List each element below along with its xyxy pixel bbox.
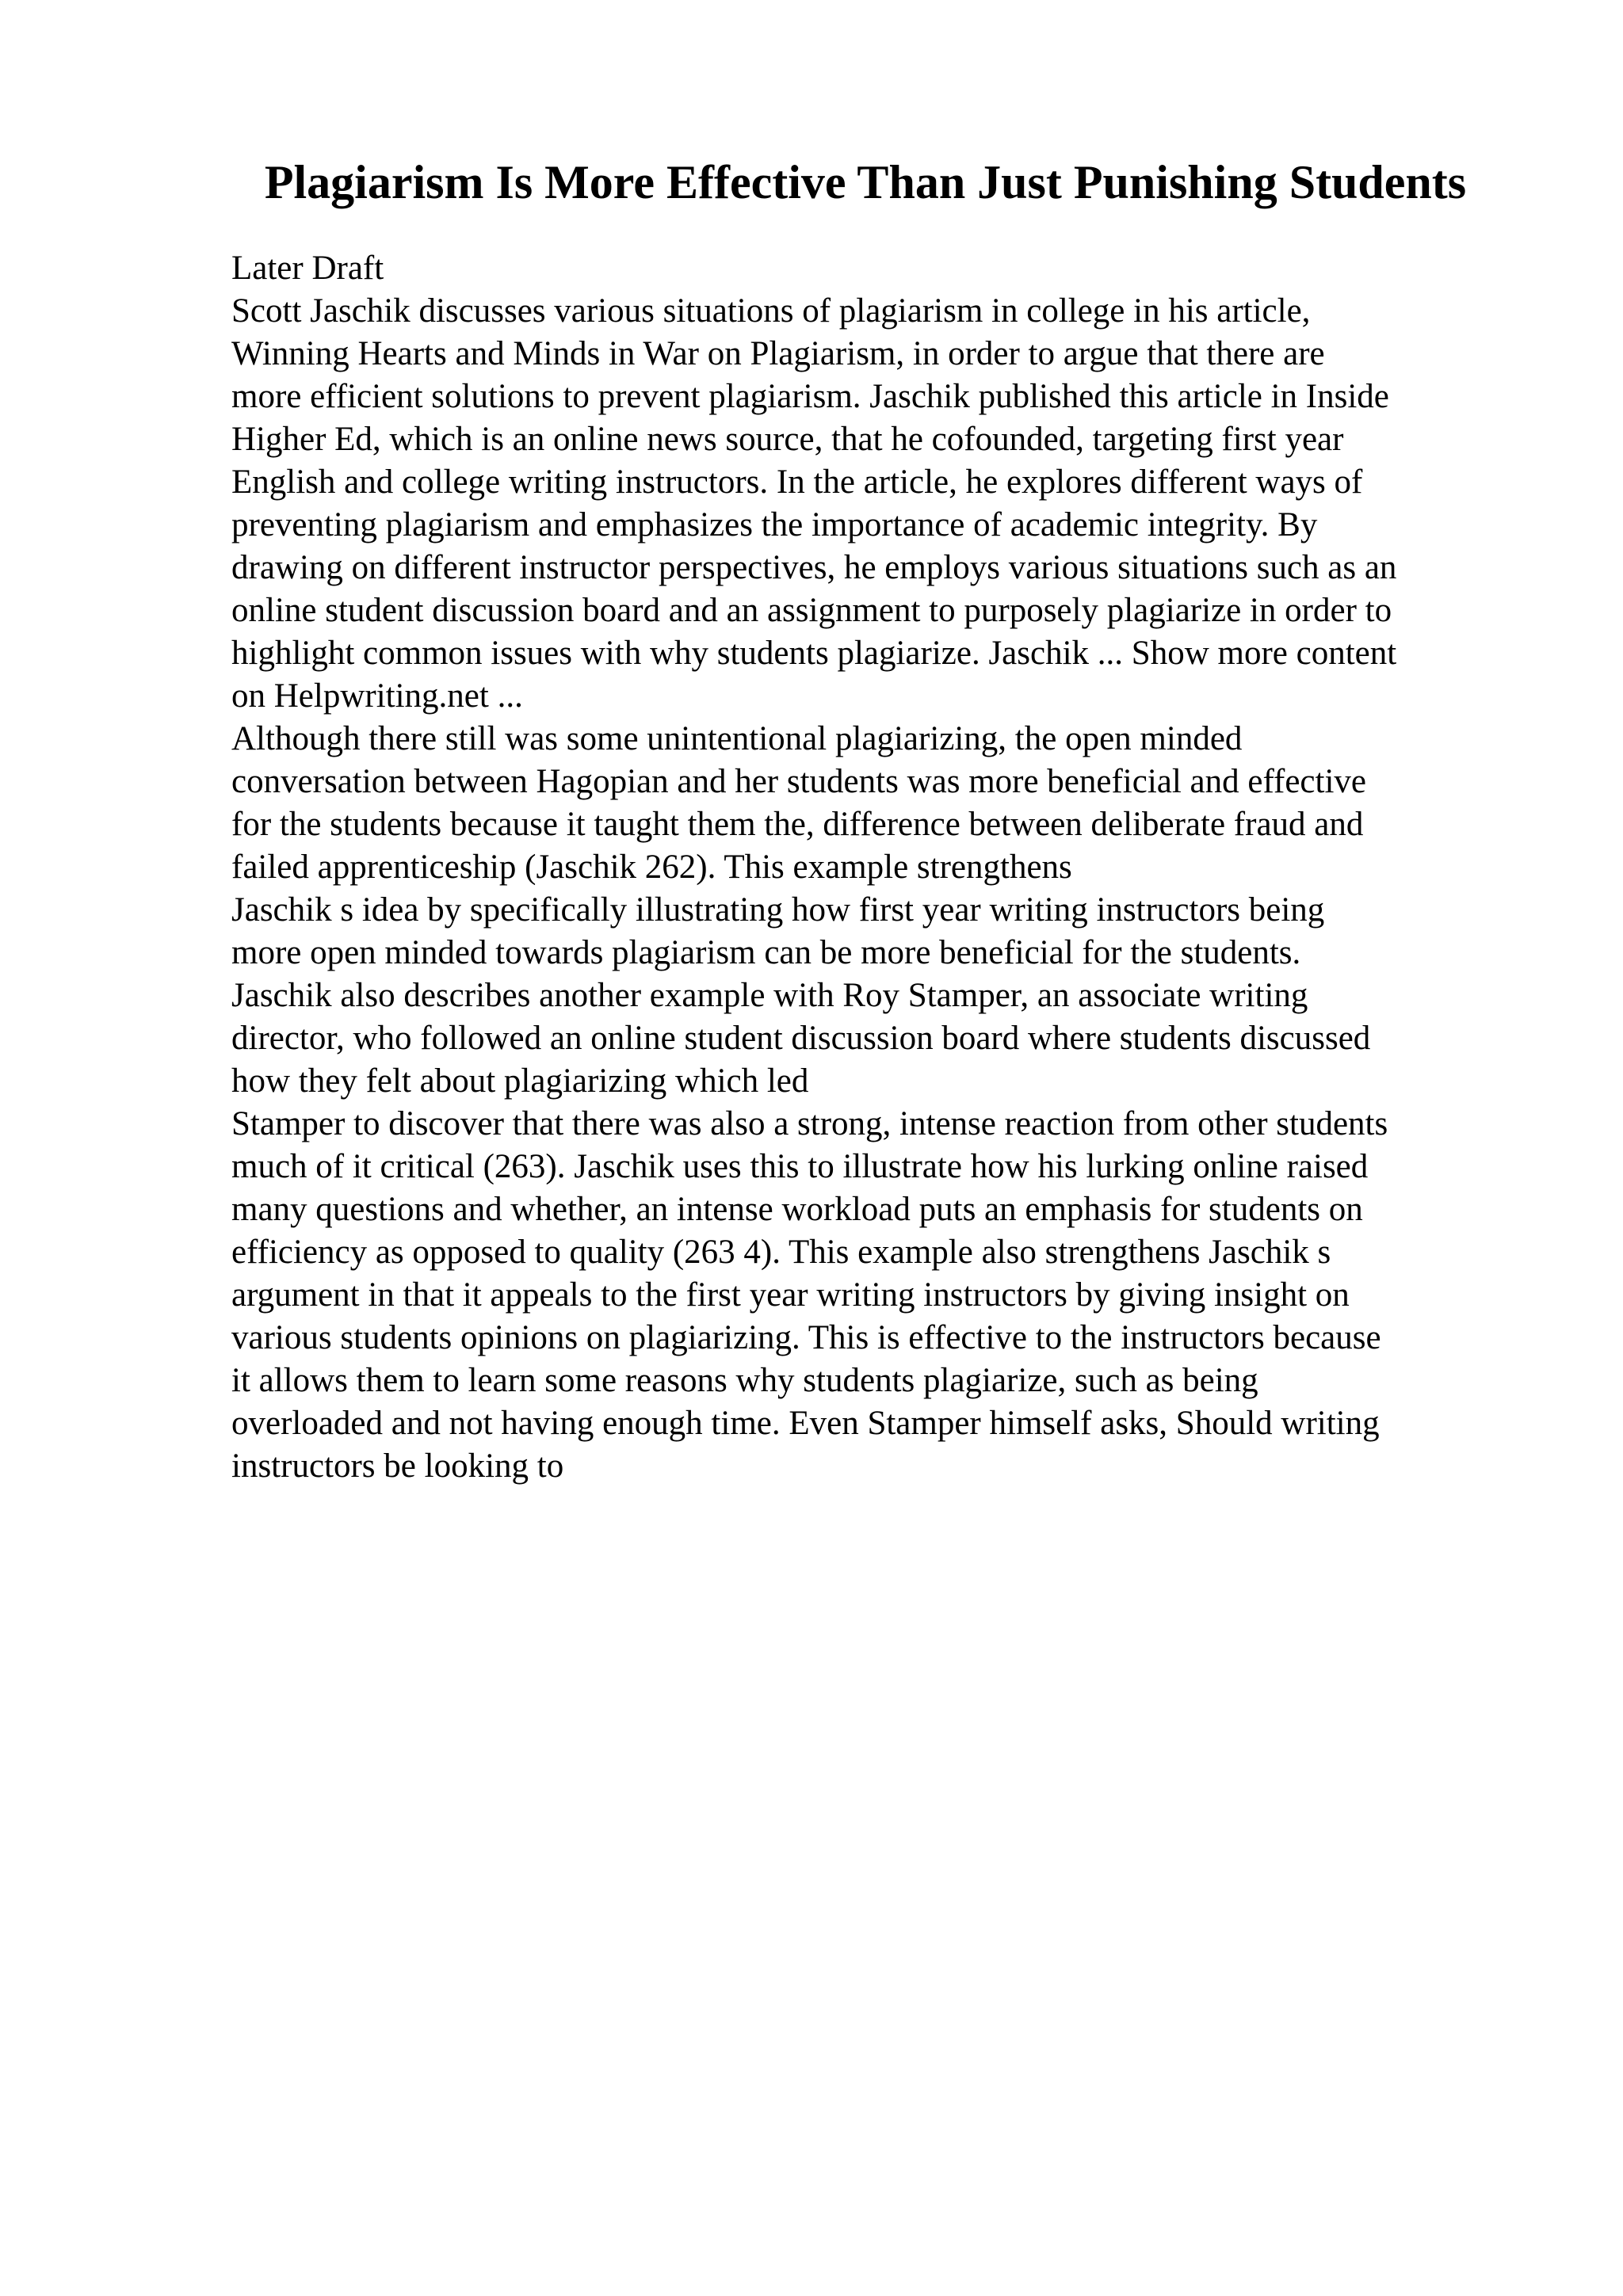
body-line: Later Draft — [231, 250, 384, 287]
body-line: failed apprenticeship (Jaschik 262). This example strengthens — [231, 849, 1072, 886]
body-line: for the students because it taught them the, difference between deliberate fraud and — [231, 806, 1364, 843]
body-line: it allows them to learn some reasons why students plagiarize, such as being — [231, 1362, 1258, 1399]
body-line: various students opinions on plagiarizing. This is effective to the instructors because — [231, 1319, 1381, 1356]
body-line: overloaded and not having enough time. Even Stamper himself asks, Should writing — [231, 1405, 1380, 1442]
body-line: preventing plagiarism and emphasizes the importance of academic integrity. By — [231, 506, 1318, 543]
body-line: conversation between Hagopian and her students was more beneficial and effective — [231, 763, 1366, 800]
body-line: how they felt about plagiarizing which led — [231, 1062, 809, 1100]
body-line: Although there still was some unintentional plagiarizing, the open minded — [231, 720, 1243, 757]
body-line: Jaschik s idea by specifically illustrating how first year writing instructors being — [231, 891, 1325, 929]
body-line: highlight common issues with why students plagiarize. Jaschik ... Show more content — [231, 635, 1397, 672]
body-line: drawing on different instructor perspectives, he employs various situations such as an — [231, 549, 1397, 586]
body-line: much of it critical (263). Jaschik uses this to illustrate how his lurking online raised — [231, 1148, 1369, 1185]
body-line: Jaschik also describes another example with Roy Stamper, an associate writing — [231, 977, 1308, 1014]
document-title: Plagiarism Is More Effective Than Just Punishing Students — [264, 156, 1467, 208]
document-body — [231, 247, 1515, 1488]
body-line: more open minded towards plagiarism can be more beneficial for the students. — [231, 934, 1301, 971]
body-line: efficiency as opposed to quality (263 4). This example also strengthens Jaschik s — [231, 1234, 1331, 1271]
body-line: Higher Ed, which is an online news source, that he cofounded, targeting first year — [231, 421, 1344, 458]
body-line: Stamper to discover that there was also a strong, intense reaction from other students — [231, 1105, 1388, 1142]
body-line: English and college writing instructors. In the article, he explores different ways of — [231, 463, 1363, 501]
body-line: argument in that it appeals to the first year writing instructors by giving insight on — [231, 1276, 1350, 1314]
body-line: Scott Jaschik discusses various situations of plagiarism in college in his article, — [231, 292, 1311, 330]
body-line: many questions and whether, an intense workload puts an emphasis for students on — [231, 1191, 1363, 1228]
body-line: director, who followed an online student discussion board where students discussed — [231, 1020, 1371, 1057]
body-line: online student discussion board and an assignment to purposely plagiarize in order to — [231, 592, 1392, 629]
body-line: more efficient solutions to prevent plagiarism. Jaschik published this article in Inside — [231, 378, 1389, 415]
body-line: Winning Hearts and Minds in War on Plagiarism, in order to argue that there are — [231, 335, 1325, 372]
body-line: instructors be looking to — [231, 1447, 564, 1485]
body-line: on Helpwriting.net ... — [231, 677, 523, 715]
